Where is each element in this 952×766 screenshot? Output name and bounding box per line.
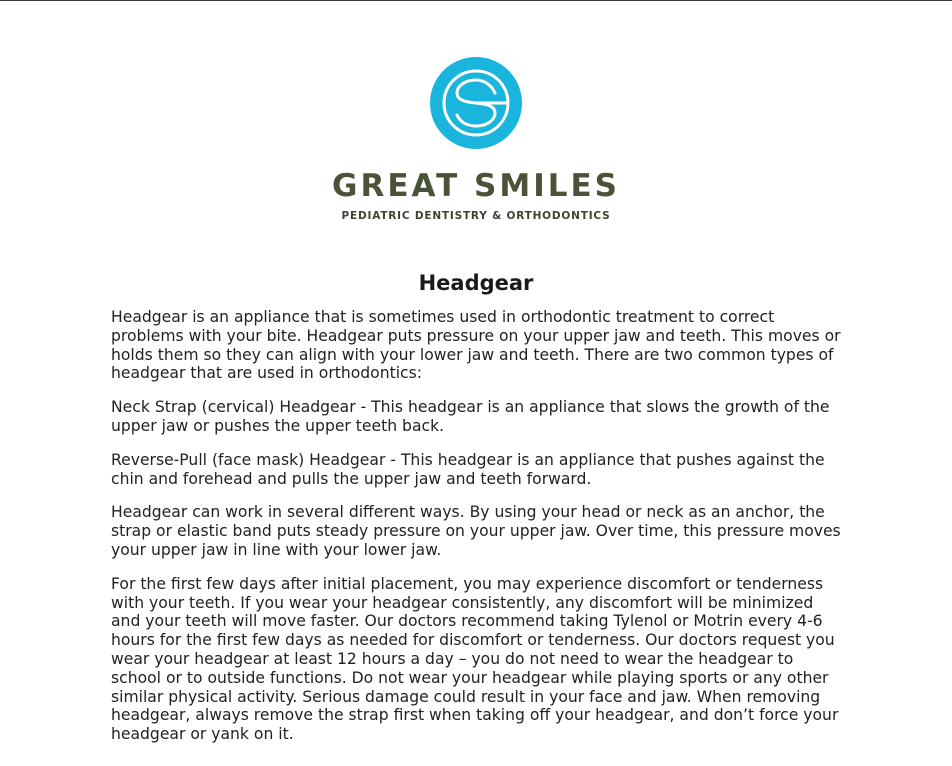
how-it-works-paragraph: Headgear can work in several different ways. By using your head or neck as an anchor, the strap or elastic band puts steady pressure on your upper jaw. Over time, this pressure moves your upper jaw in line with your lower jaw. — [111, 503, 841, 559]
neck-strap-paragraph: Neck Strap (cervical) Headgear - This headgear is an appliance that slows the growth of the upper jaw or pushes the upper teeth back. — [111, 398, 830, 435]
care-instructions-paragraph: For the first few days after initial placement, you may experience discomfort or tenderness with your teeth. If you wear your headgear consistently, any discomfort will be minimized and your teeth will move faster. Our doctors recommend taking Tylenol or Motrin every 4-6 hours for the first few days as needed for discomfort or tenderness. Our doctors request you wear your headgear at least 12 hours a day – you do not need to wear the headgear to school or to outside functions. Do not wear your headgear while playing sports or any other similar physical activity. Serious damage could result in your face and jaw. When removing headgear, always remove the strap first when taking off your headgear, and don’t force your headgear or yank on it. — [111, 574, 839, 744]
document-body — [111, 308, 844, 759]
brand-name: GREAT SMILES — [332, 168, 620, 204]
brand-tagline: PEDIATRIC DENTISTRY & ORTHODONTICS — [341, 210, 611, 222]
intro-paragraph: Headgear is an appliance that is sometimes used in orthodontic treatment to correct problems with your bite. Headgear puts pressure on your upper jaw and teeth. This moves or holds them so they can align with your lower jaw and teeth. There are two common types of headgear that are used in orthodontics: — [111, 308, 841, 383]
great-smiles-logo — [0, 56, 952, 222]
document-title: Headgear — [418, 271, 534, 295]
gs-circle-logo-icon — [429, 56, 523, 150]
reverse-pull-paragraph: Reverse-Pull (face mask) Headgear - This headgear is an appliance that pushes against the chin and forehead and pulls the upper jaw and teeth forward. — [111, 450, 825, 488]
top-border-line — [0, 0, 952, 1]
